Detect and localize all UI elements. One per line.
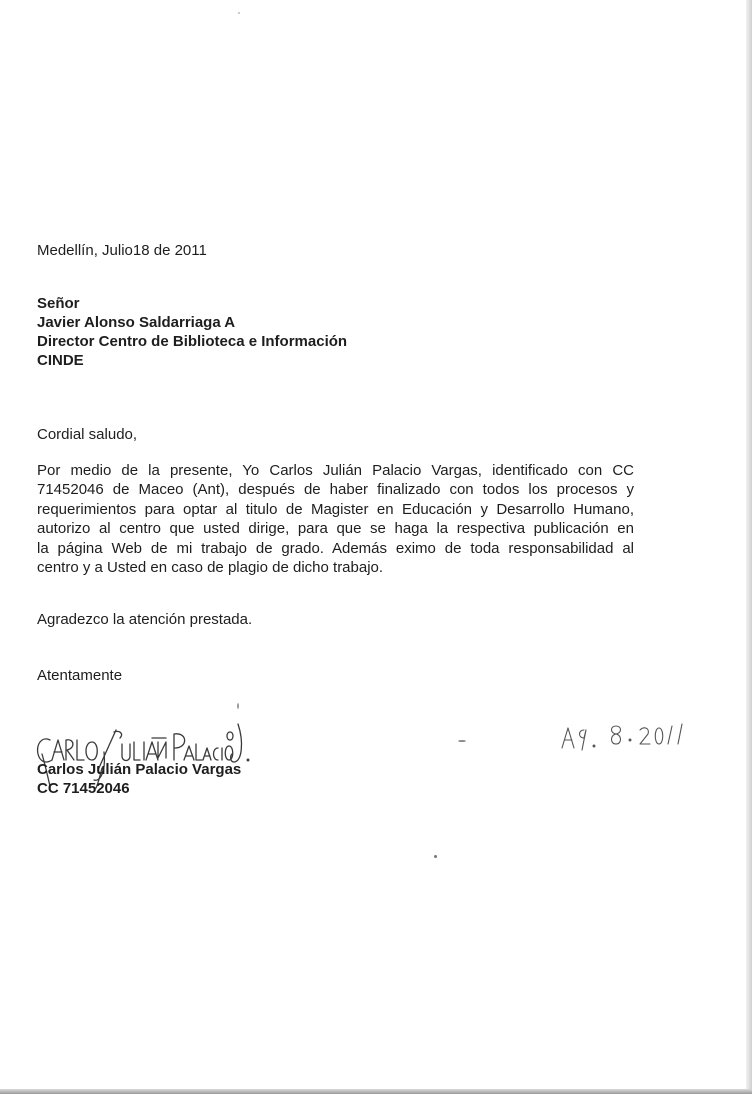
closing-line: Atentamente [37,667,123,684]
thanks-line: Agradezco la atención prestada. [37,611,253,628]
scan-edge-bottom [0,1089,752,1094]
body-paragraph [37,461,634,577]
scan-speck [434,855,437,858]
handwritten-date [558,718,698,754]
scan-speck [237,703,239,709]
scan-edge-right [746,0,752,1094]
recipient-organization: CINDE [37,352,84,369]
body-line: la página Web de mi trabajo de grado. Además eximo de toda responsabilidad al [37,539,634,557]
body-line: Por medio de la presente, Yo Carlos Julián Palacio Vargas, identificado con CC [37,462,634,479]
signer-id: CC 71452046 [37,780,130,797]
body-line: centro y a Usted en caso de plagio de dicho trabajo. [37,559,384,577]
body-line: autorizo al centro que usted dirige, para que se haga la respectiva publicación en [37,520,634,538]
body-line: requerimientos para optar al titulo de Magister en Educación y Desarrollo Humano, [37,500,634,518]
date-line: Medellín, Julio18 de 2011 [37,242,207,259]
recipient-position: Director Centro de Biblioteca e Información [37,333,348,350]
recipient-name: Javier Alonso Saldarriaga A [37,314,236,331]
signer-name: Carlos Julián Palacio Vargas [37,761,242,778]
body-line: 71452046 de Maceo (Ant), después de haber finalizado con todos los procesos y [37,481,634,499]
greeting: Cordial saludo, [37,426,138,443]
scan-speck [238,12,240,14]
scan-speck [458,740,466,742]
recipient-salutation: Señor [37,295,80,312]
